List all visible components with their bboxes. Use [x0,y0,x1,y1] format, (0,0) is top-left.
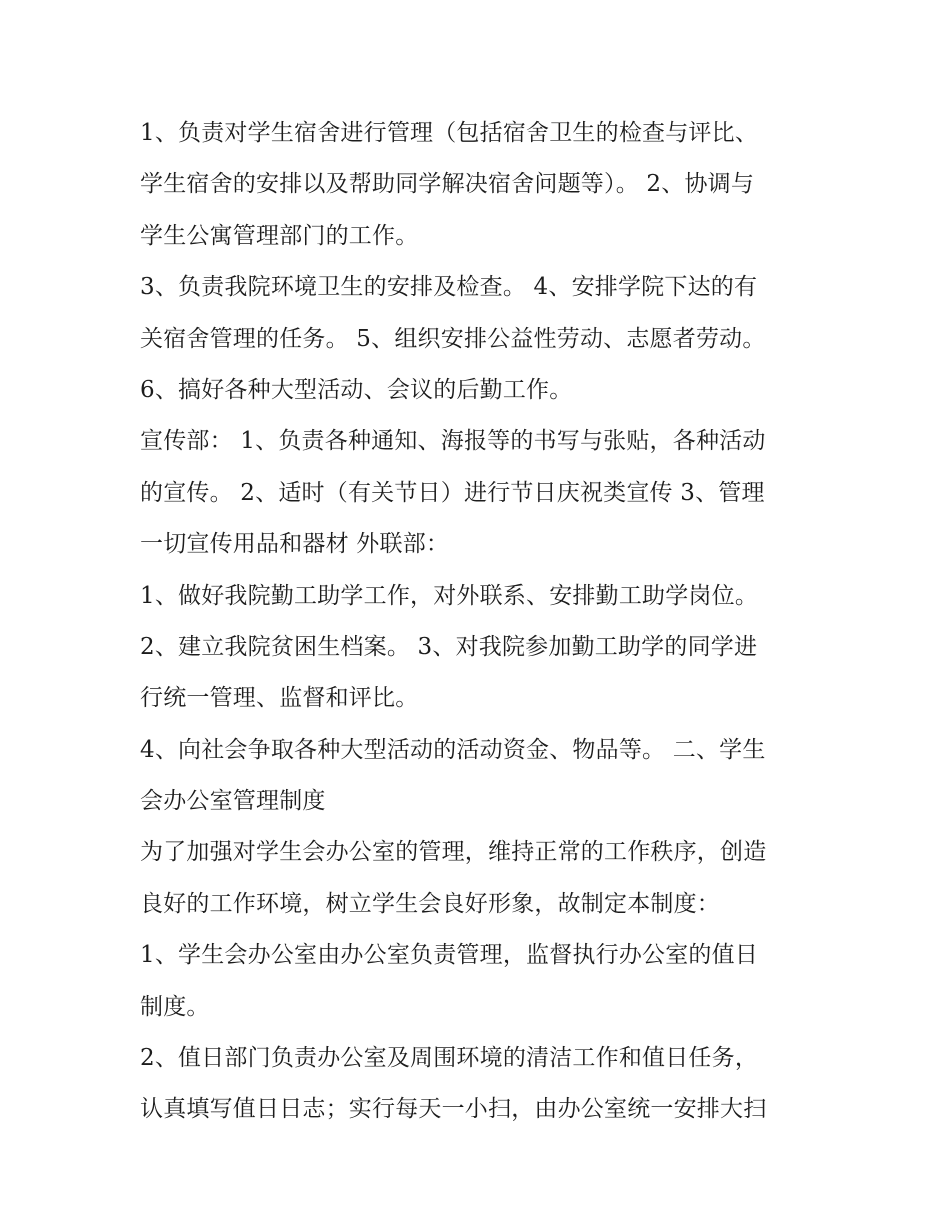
text-line: 4、向社会争取各种大型活动的活动资金、物品等。 二、学生 [140,736,766,763]
document-body [140,108,830,1136]
text-line: 1、负责对学生宿舍进行管理（包括宿舍卫生的检查与评比、 [140,120,759,146]
text-line: 为了加强对学生会办公室的管理，维持正常的工作秩序，创造 [140,839,767,866]
text-line: 3、负责我院环境卫生的安排及检查。 4、安排学院下达的有 [140,274,758,301]
text-line: 关宿舍管理的任务。 5、组织安排公益性劳动、志愿者劳动。 [140,325,766,352]
text-line: 一切宣传用品和器材 外联部： [140,531,450,558]
text-line: 制度。 [140,993,210,1020]
text-line: 2、值日部门负责办公室及周围环境的清洁工作和值日任务， [140,1045,759,1072]
text-line: 会办公室管理制度 [140,788,326,815]
text-line: 学生公寓管理部门的工作。 [140,222,419,249]
text-line: 宣传部： 1、负责各种通知、海报等的书写与张贴，各种活动 [140,428,766,455]
text-line: 认真填写值日日志；实行每天一小扫，由办公室统一安排大扫 [140,1096,767,1123]
text-line: 6、搞好各种大型活动、会议的后勤工作。 [140,376,573,403]
text-line: 1、学生会办公室由办公室负责管理，监督执行办公室的值日 [140,942,759,969]
text-line: 行统一管理、监督和评比。 [140,685,419,712]
text-line: 1、做好我院勤工助学工作，对外联系、安排勤工助学岗位。 [140,582,759,609]
text-line: 的宣传。 2、适时（有关节日）进行节日庆祝类宣传 3、管理 [140,479,765,506]
text-line: 学生宿舍的安排以及帮助同学解决宿舍问题等）。 2、协调与 [140,171,755,198]
text-line: 2、建立我院贫困生档案。 3、对我院参加勤工助学的同学进 [140,633,758,660]
text-line: 良好的工作环境，树立学生会良好形象，故制定本制度： [140,890,720,917]
